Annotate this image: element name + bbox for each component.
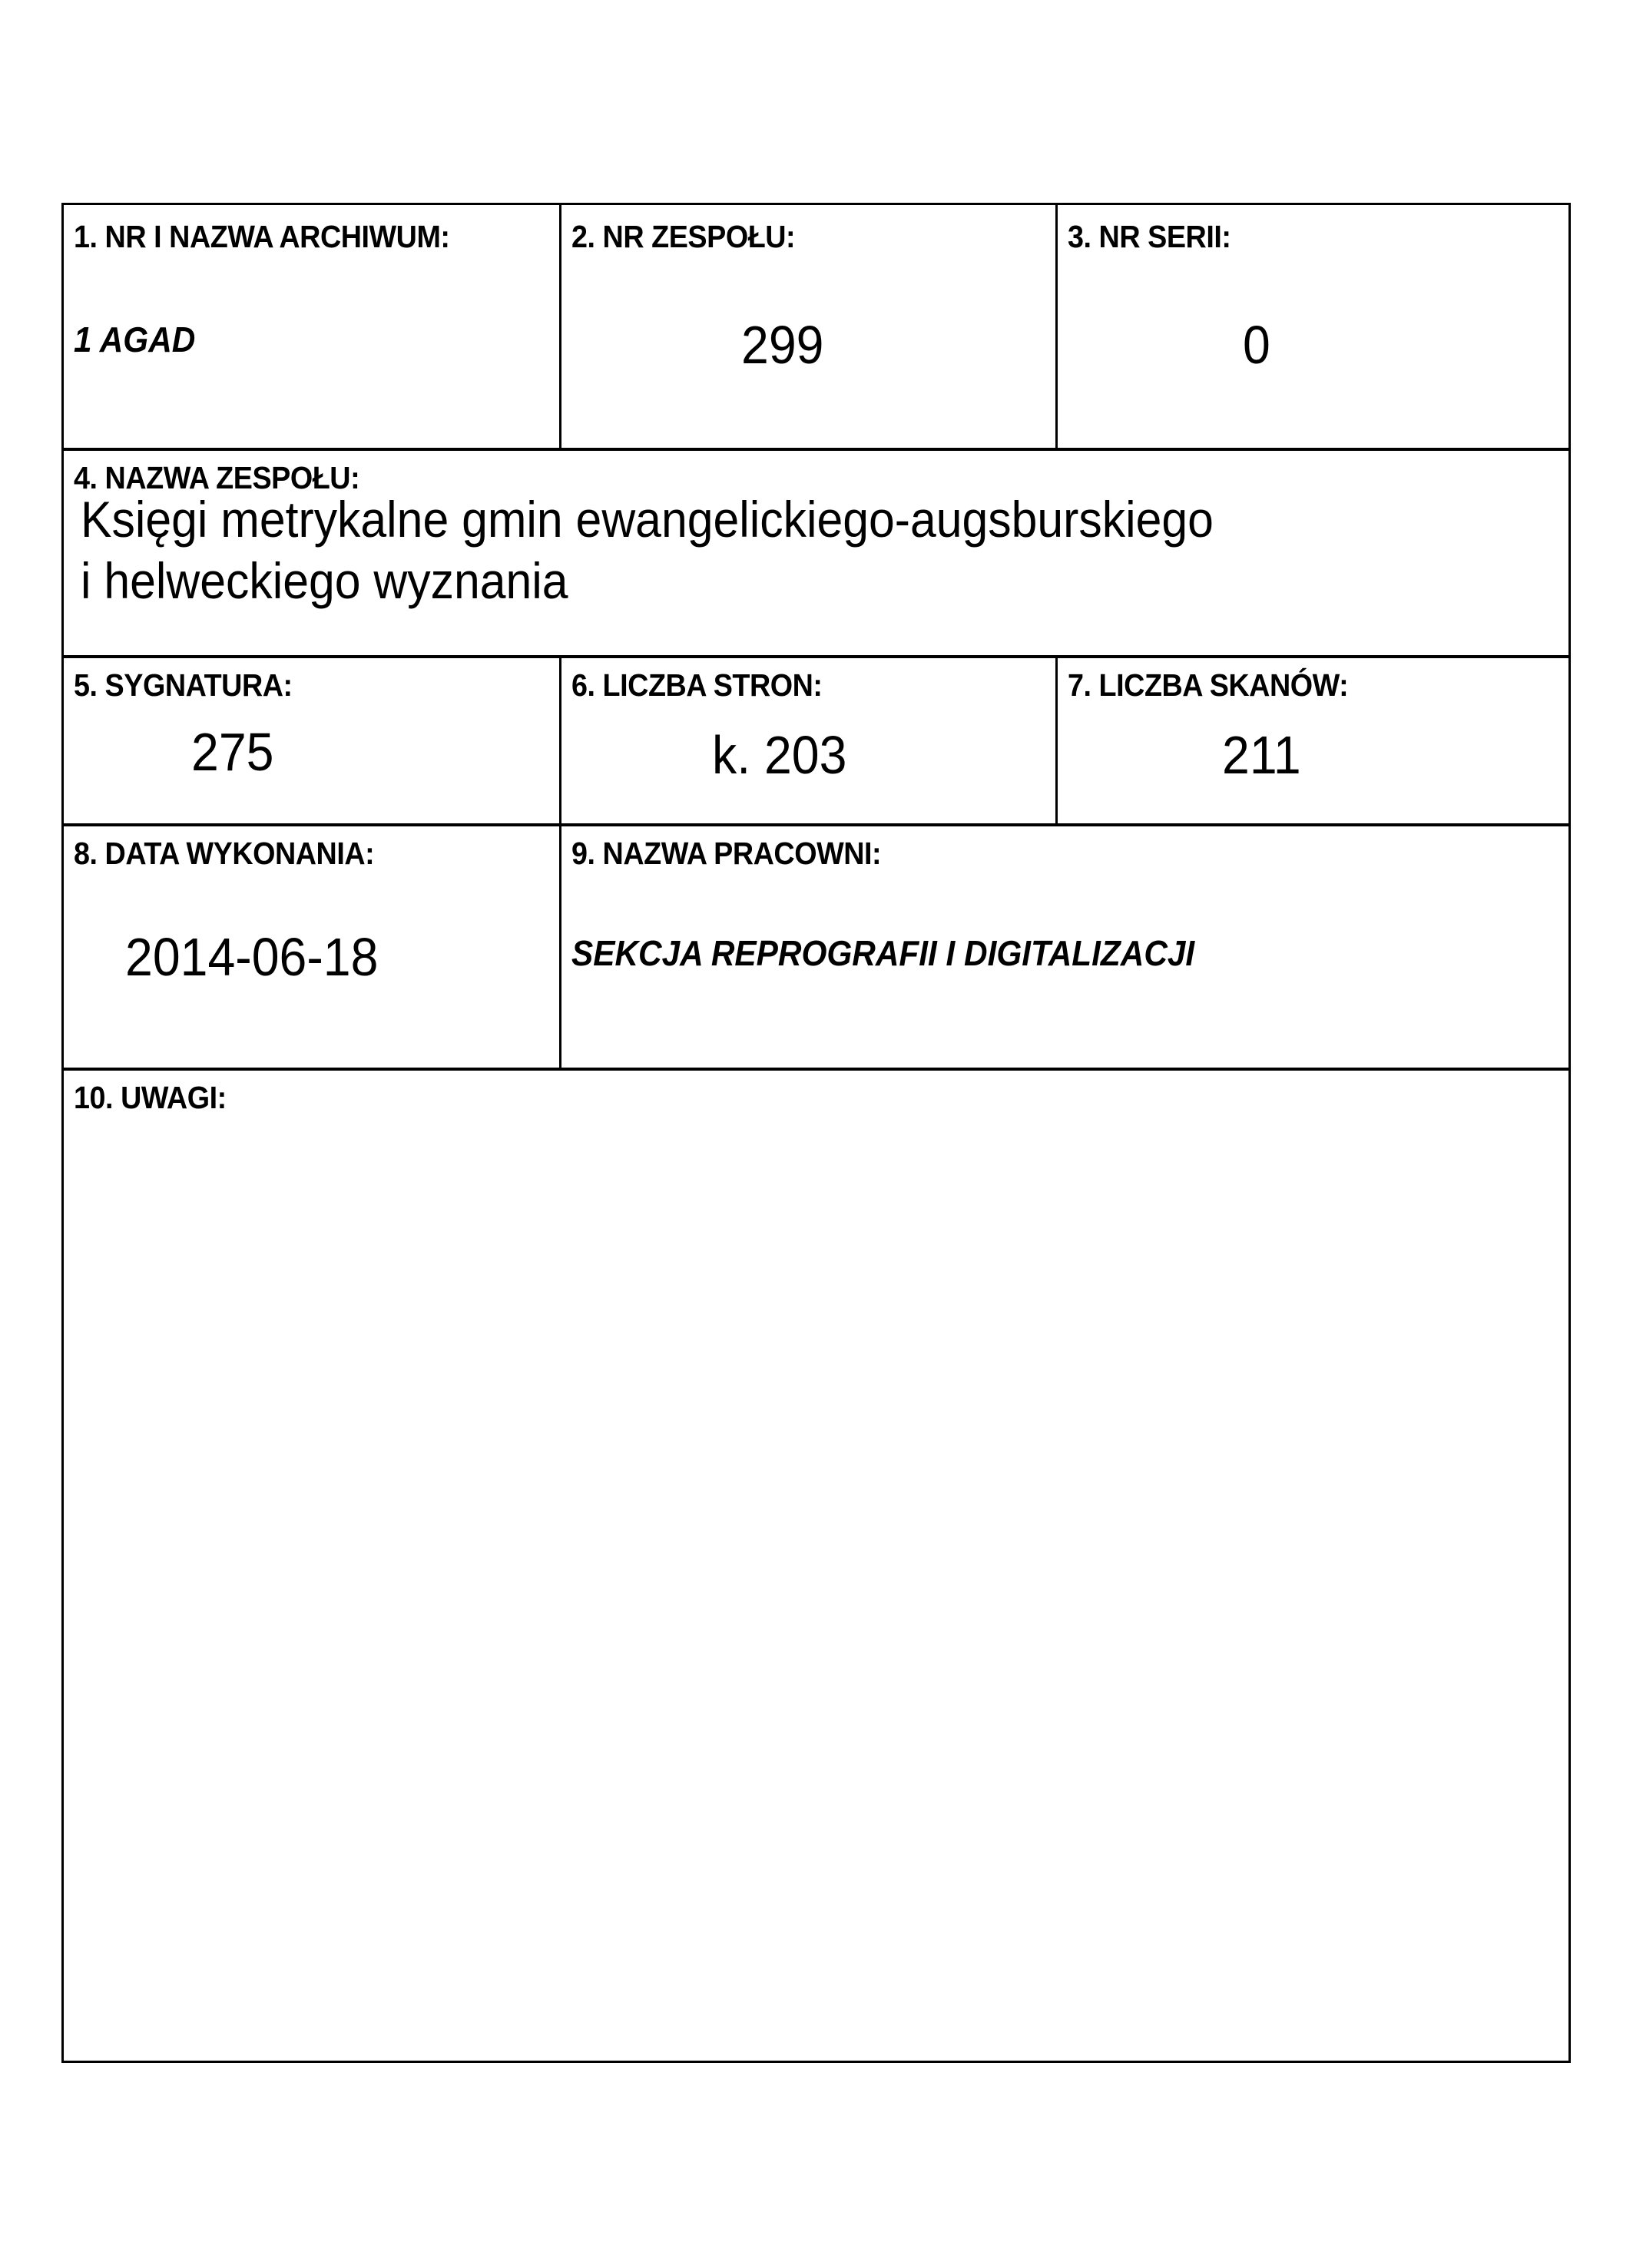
fonds-number-value: 299 xyxy=(741,315,824,375)
fonds-number-label: 2. NR ZESPOŁU: xyxy=(571,219,796,254)
execution-date-label: 8. DATA WYKONANIA: xyxy=(74,836,375,871)
fonds-name-value-line1: Księgi metrykalne gmin ewangelickiego-augsburskiego xyxy=(81,491,1214,548)
cell-signature xyxy=(64,658,559,823)
remarks-label: 10. UWAGI: xyxy=(74,1080,227,1115)
cell-page-count xyxy=(561,658,1055,823)
divider-vertical xyxy=(559,823,561,1068)
fonds-name-label: 4. NAZWA ZESPOŁU: xyxy=(74,460,360,495)
signature-label: 5. SYGNATURA: xyxy=(74,667,293,703)
divider-vertical xyxy=(559,655,561,823)
archive-value: 1 AGAD xyxy=(74,320,196,359)
cell-fonds-name xyxy=(64,451,1568,655)
divider-vertical xyxy=(1055,655,1058,823)
scan-count-value: 211 xyxy=(1222,725,1301,785)
divider-vertical xyxy=(1055,205,1058,448)
fonds-name-value-line2: i helweckiego wyznania xyxy=(81,552,568,609)
series-number-value: 0 xyxy=(1243,315,1270,375)
cell-series-number xyxy=(1058,205,1568,448)
signature-value: 275 xyxy=(191,722,274,782)
workshop-name-value: SEKCJA REPROGRAFII I DIGITALIZACJI xyxy=(571,933,1195,973)
archive-metadata-form xyxy=(61,203,1571,2063)
page-count-label: 6. LICZBA STRON: xyxy=(571,667,823,703)
cell-scan-count xyxy=(1058,658,1568,823)
cell-archive xyxy=(64,205,559,448)
divider-vertical xyxy=(559,205,561,448)
cell-workshop-name xyxy=(561,826,1568,1068)
archive-label: 1. NR I NAZWA ARCHIWUM: xyxy=(74,219,450,254)
workshop-name-label: 9. NAZWA PRACOWNI: xyxy=(571,836,882,871)
cell-remarks xyxy=(64,1071,1568,2061)
cell-execution-date xyxy=(64,826,559,1068)
execution-date-value: 2014-06-18 xyxy=(125,927,379,987)
page-count-value: k. 203 xyxy=(712,725,847,785)
scan-count-label: 7. LICZBA SKANÓW: xyxy=(1068,667,1349,703)
series-number-label: 3. NR SERII: xyxy=(1068,219,1231,254)
cell-fonds-number xyxy=(561,205,1055,448)
